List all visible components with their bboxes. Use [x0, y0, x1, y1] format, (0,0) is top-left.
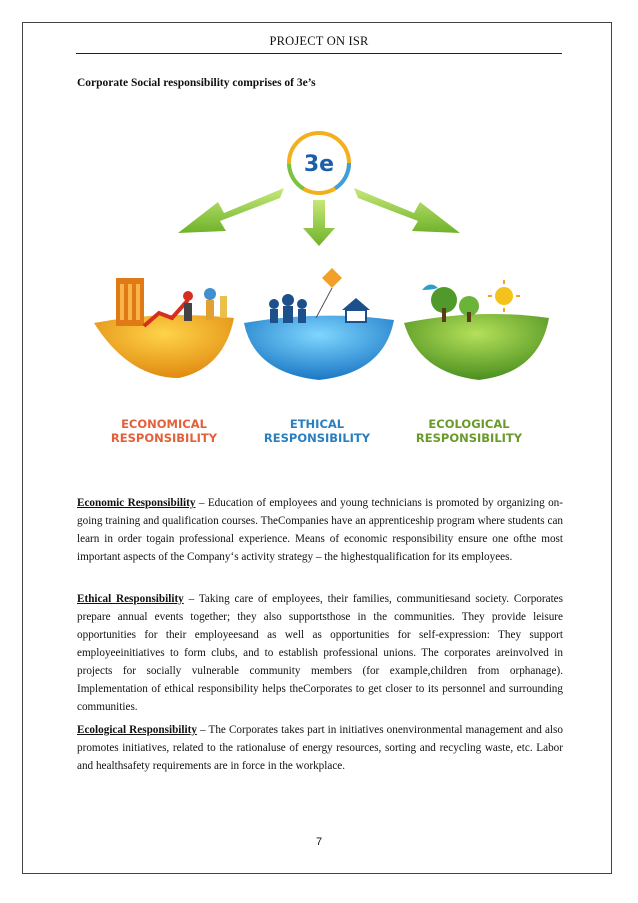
label-ethical-line1: ETHICAL — [289, 417, 345, 431]
label-economical-line1: ECONOMICAL — [121, 417, 207, 431]
badge-label: 3e — [303, 152, 335, 177]
ecological-paragraph — [77, 721, 563, 775]
economic-paragraph — [77, 494, 563, 566]
label-ethical-line2: RESPONSIBILITY — [263, 431, 371, 445]
ethical-paragraph — [77, 590, 563, 716]
ethical-bowl-illustration — [244, 268, 394, 380]
label-ecological-line1: ECOLOGICAL — [428, 417, 510, 431]
page-number: 7 — [315, 836, 323, 848]
header-divider — [76, 53, 562, 54]
ecological-bowl-illustration — [404, 280, 549, 380]
ethical-text: – Taking care of employees, their families, communitiesand society. Corporates prepare annual events together; they also supportsthose in the communities. They provide leisure opportunities for their employeesand as well as opportunities for self-expression: They support employeeinitiatives to form clubs, and to establish professional unions. The corporates areinvolved in projects for socially vulnerable community members (for example,children from orphanage). Implementation of ethical responsibility helps theCorporates to get closer to its personnel and surrounding communities. — [77, 593, 563, 713]
arrow-left — [178, 188, 284, 233]
economic-term: Economic Responsibility — [77, 497, 196, 509]
ethical-term: Ethical Responsibility — [77, 593, 184, 605]
three-e-diagram — [84, 128, 554, 458]
page-header: PROJECT ON ISR — [269, 34, 369, 48]
economic-text: – Education of employees and young technicians is promoted by organizing on-going training and qualification courses. TheCompanies have an apprenticeship program where students can learn in order togain professional experience. Means of economic responsibility ensure one ofthe most important aspects of the Company‘s activity strategy – the highestqualification for its employees. — [77, 497, 564, 563]
ecological-term: Ecological Responsibility — [77, 724, 197, 736]
intro-heading: Corporate Social responsibility comprises of 3e’s — [77, 77, 316, 89]
ecological-text: – The Corporates takes part in initiatives onenvironmental management and also promotes initiatives, related to the rationaluse of energy resources, sorting and recycling waste, etc. Labor and healthsafety requirements are in force in the workplace. — [77, 724, 563, 772]
economic-bowl-illustration — [94, 278, 234, 378]
three-e-badge — [289, 133, 349, 193]
arrow-right — [354, 188, 460, 233]
arrow-center — [303, 200, 335, 246]
label-ecological-line2: RESPONSIBILITY — [415, 431, 523, 445]
label-economical-line2: RESPONSIBILITY — [110, 431, 218, 445]
